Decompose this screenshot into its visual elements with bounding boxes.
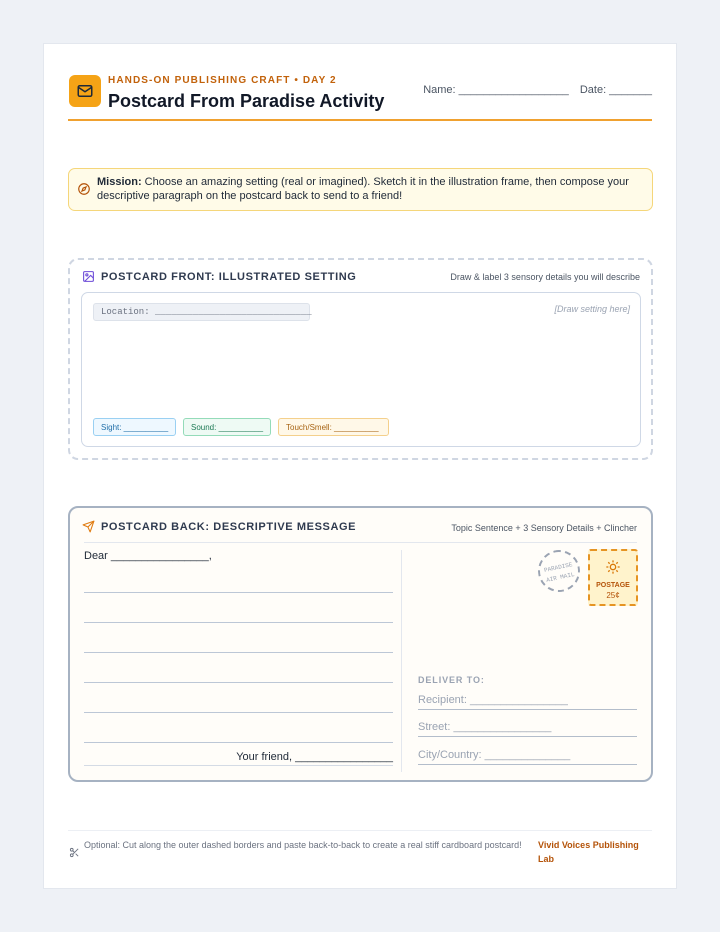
- deliver-to-label: DELIVER TO:: [418, 675, 485, 685]
- name-field[interactable]: Name: __________________: [423, 84, 569, 96]
- publisher-brand: Vivid Voices Publishing Lab: [538, 840, 639, 864]
- image-icon: [82, 270, 95, 283]
- back-heading-text: POSTCARD BACK: DESCRIPTIVE MESSAGE: [101, 520, 357, 533]
- address-divider: [401, 550, 402, 772]
- envelope-icon: [69, 75, 101, 107]
- location-field[interactable]: Location: _____________________________: [93, 303, 310, 321]
- postmark-line-2: AIR MAIL: [545, 570, 576, 584]
- postmark-line-1: PARADISE: [543, 561, 574, 574]
- compass-icon: [77, 182, 91, 200]
- stamp-value: 25¢: [606, 591, 620, 600]
- draw-placeholder: [Draw setting here]: [554, 304, 630, 314]
- back-hint: Topic Sentence + 3 Sensory Details + Clincher: [451, 523, 637, 533]
- writing-line[interactable]: [84, 765, 393, 766]
- greeting-line[interactable]: Dear ________________,: [84, 550, 212, 562]
- mission-text: Choose an amazing setting (real or imagined). Sketch it in the illustration frame, then compose your descriptive paragraph on the postcard back to send to a friend!: [97, 176, 629, 202]
- paper-plane-icon: [82, 520, 95, 533]
- postmark: [534, 546, 584, 596]
- recipient-field[interactable]: Recipient: ________________: [418, 694, 637, 710]
- touch-smell-tag[interactable]: Touch/Smell: __________: [278, 418, 389, 436]
- stamp-label: POSTAGE: [596, 582, 630, 589]
- writing-line[interactable]: [84, 712, 393, 713]
- scissors-icon: [69, 845, 80, 863]
- writing-line[interactable]: [84, 592, 393, 593]
- back-header-divider: [84, 542, 637, 543]
- drawing-area[interactable]: [81, 292, 641, 447]
- back-heading: [82, 520, 356, 533]
- writing-line[interactable]: [84, 682, 393, 683]
- postcard-back: [68, 506, 653, 782]
- worksheet-page: [43, 43, 677, 889]
- eyebrow-text: HANDS-ON PUBLISHING CRAFT • DAY 2: [108, 75, 337, 86]
- front-heading-text: POSTCARD FRONT: ILLUSTRATED SETTING: [101, 270, 357, 283]
- sign-off-line[interactable]: Your friend, ________________: [236, 751, 393, 763]
- sound-tag[interactable]: Sound: __________: [183, 418, 271, 436]
- footer-note: Optional: Cut along the outer dashed borders and paste back-to-back to create a real stiff cardboard postcard!: [84, 840, 522, 850]
- page-title: Postcard From Paradise Activity: [108, 91, 385, 111]
- front-hint: Draw & label 3 sensory details you will describe: [450, 272, 640, 282]
- front-heading: [82, 270, 356, 283]
- name-date-fields: [415, 84, 652, 96]
- sun-icon: [605, 559, 621, 575]
- writing-line[interactable]: [84, 742, 393, 743]
- mission-box: [68, 168, 653, 211]
- writing-line[interactable]: [84, 622, 393, 623]
- footer-divider: [68, 830, 652, 831]
- city-country-field[interactable]: City/Country: ______________: [418, 749, 637, 765]
- mission-label: Mission:: [97, 176, 142, 188]
- postcard-front: [68, 258, 653, 460]
- street-field[interactable]: Street: ________________: [418, 721, 637, 737]
- sight-tag[interactable]: Sight: __________: [93, 418, 176, 436]
- header-divider: [68, 119, 652, 121]
- date-field[interactable]: Date: _______: [579, 84, 652, 96]
- postage-stamp: [588, 549, 638, 606]
- writing-line[interactable]: [84, 652, 393, 653]
